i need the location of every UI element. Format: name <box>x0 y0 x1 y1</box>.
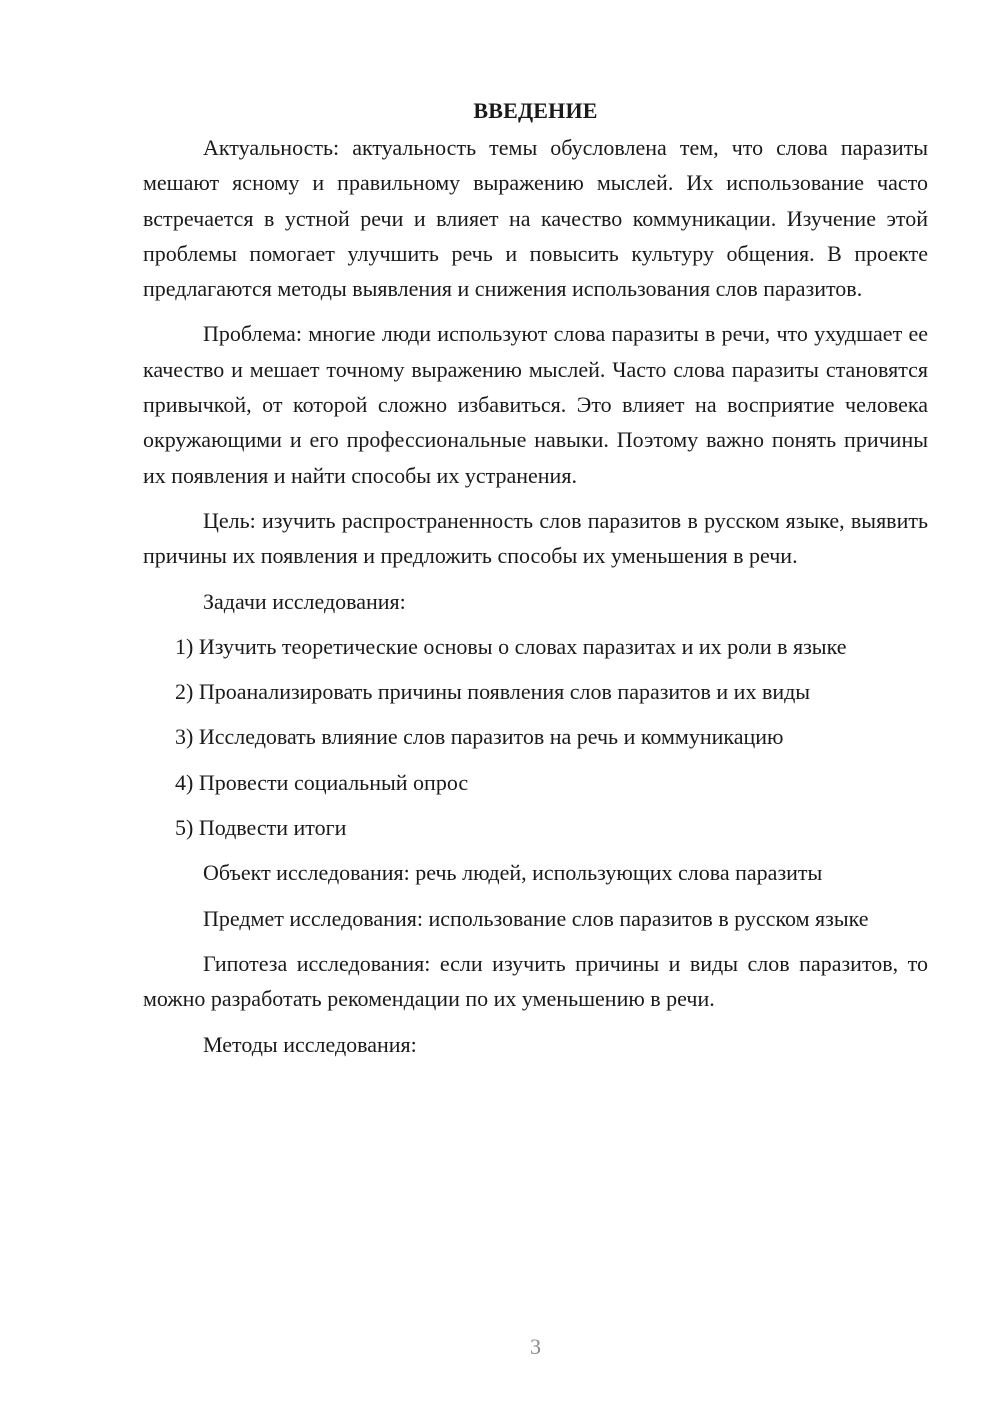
document-page <box>143 96 928 1072</box>
task-item: 5) Подвести итоги <box>175 815 347 841</box>
subject-paragraph: Предмет исследования: использование слов паразитов в русском языке <box>203 905 869 931</box>
goal-paragraph: Цель: изучить распространенность слов паразитов в русском языке, выявить причины их появления и предложить способы их уменьшения в речи. <box>143 507 928 569</box>
hypothesis-paragraph: Гипотеза исследования: если изучить причины и виды слов паразитов, то можно разработать рекомендации по их уменьшению в речи. <box>143 950 928 1012</box>
task-item: 4) Провести социальный опрос <box>175 769 469 795</box>
page-number: 3 <box>530 1334 541 1359</box>
task-item: 1) Изучить теоретические основы о словах паразитах и их роли в языке <box>175 633 847 659</box>
task-item: 2) Проанализировать причины появления слов паразитов и их виды <box>175 679 811 705</box>
methods-heading: Методы исследования: <box>203 1031 417 1057</box>
relevance-paragraph: Актуальность: актуальность темы обусловлена тем, что слова паразиты мешают ясному и правильному выражению мыслей. Их использование часто встречается в устной речи и влияет на качество коммуникации. Изучение этой проблемы помогает улучшить речь и повысить культуру общения. В проекте предлагаются методы выявления и снижения использования слов паразитов. <box>143 135 928 302</box>
task-item: 3) Исследовать влияние слов паразитов на речь и коммуникацию <box>175 724 784 750</box>
tasks-list <box>143 629 928 845</box>
problem-paragraph: Проблема: многие люди используют слова паразиты в речи, что ухудшает ее качество и мешает точному выражению мыслей. Часто слова паразиты становятся привычкой, от которой сложно избавиться. Это влияет на восприятие человека окружающими и его профессиональные навыки. Поэтому важно понять причины их появления и найти способы их устранения. <box>143 321 928 488</box>
object-paragraph: Объект исследования: речь людей, использующих слова паразиты <box>203 860 823 886</box>
section-title: ВВЕДЕНИЕ <box>473 98 598 123</box>
tasks-heading: Задачи исследования: <box>203 588 406 614</box>
